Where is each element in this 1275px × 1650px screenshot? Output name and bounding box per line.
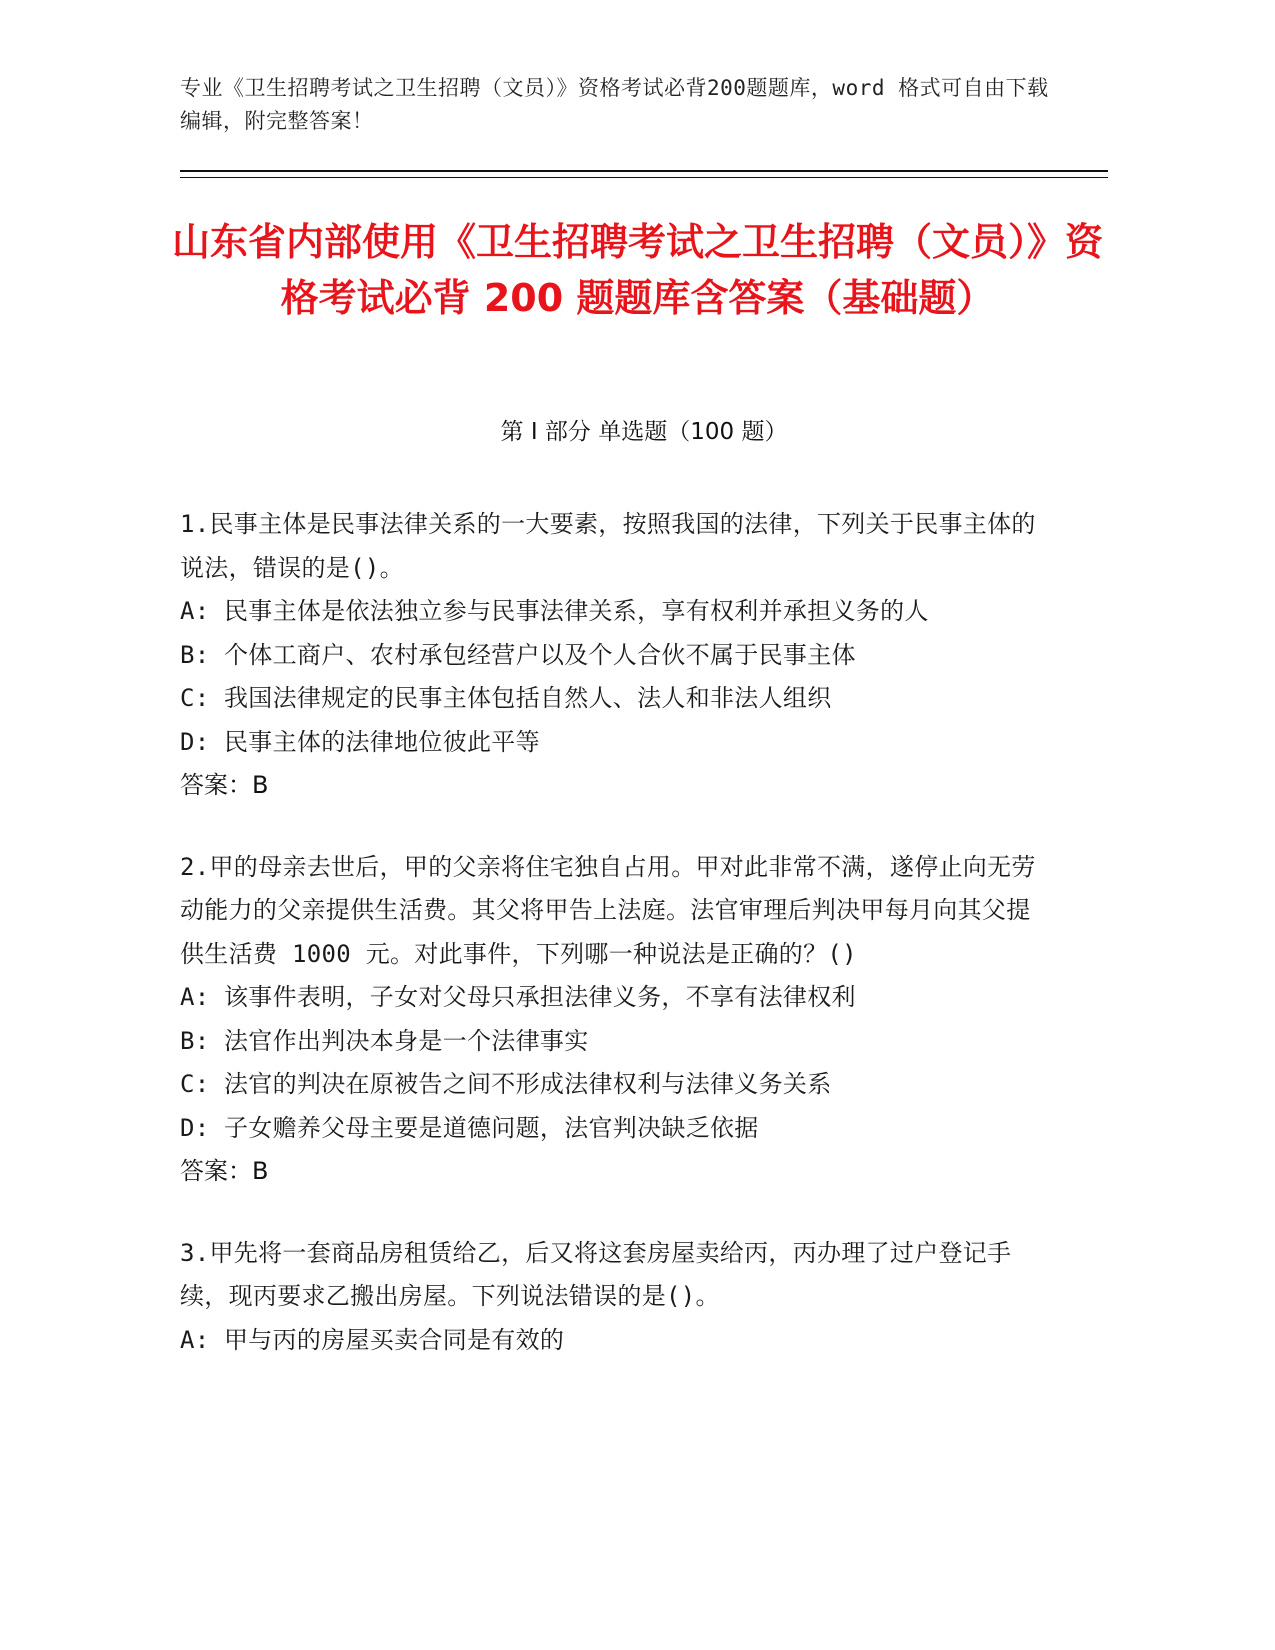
option-c [180,1063,1040,1107]
option-text: 民事主体的法律地位彼此平等 [224,727,540,756]
question-3 [180,1232,1040,1363]
option-text: 子女赡养父母主要是道德问题，法官判决缺乏依据 [224,1113,759,1142]
question-2 [180,846,1040,1194]
option-letter: D: [180,1113,210,1142]
option-text: 我国法律规定的民事主体包括自然人、法人和非法人组织 [224,684,832,712]
option-letter: A: [180,597,210,625]
answer-line: 答案：B [180,771,269,799]
option-letter: A: [180,1325,210,1354]
option-text: 民事主体是依法独立参与民事法律关系，享有权利并承担义务的人 [224,597,929,625]
option-text: 个体工商户、农村承包经营户以及个人合伙不属于民事主体 [224,640,856,669]
option-d [180,721,1040,765]
option-d [180,1107,1040,1151]
option-letter: C: [180,684,210,712]
option-text: 该事件表明，子女对父母只承担法律义务，不享有法律权利 [224,983,856,1011]
header-divider-thick [180,170,1108,172]
option-letter: C: [180,1070,210,1098]
document-title: 山东省内部使用《卫生招聘考试之卫生招聘（文员）》资格考试必背 200 题题库含答案（基础题） [171,220,1103,320]
option-text: 法官的判决在原被告之间不形成法律权利与法律义务关系 [224,1070,832,1098]
option-text: 甲与丙的房屋买卖合同是有效的 [224,1325,565,1354]
option-b [180,634,1040,678]
option-letter: B: [180,1026,210,1055]
option-a [180,590,1040,634]
question-stem: 1.民事主体是民事法律关系的一大要素，按照我国的法律，下列关于民事主体的说法，错误的是()。 [180,510,1036,582]
option-text: 法官作出判决本身是一个法律事实 [224,1026,589,1055]
question-1 [180,503,1040,808]
option-a [180,976,1040,1020]
option-b [180,1020,1040,1064]
answer-line: 答案：B [180,1157,269,1185]
question-stem: 3.甲先将一套商品房租赁给乙，后又将这套房屋卖给丙，丙办理了过户登记手续，现丙要求乙搬出房屋。下列说法错误的是()。 [180,1238,1012,1310]
option-letter: D: [180,727,210,756]
header-note: 专业《卫生招聘考试之卫生招聘（文员）》资格考试必背200题题库，word 格式可自由下载编辑，附完整答案！ [180,76,1049,133]
option-c [180,677,1040,721]
option-letter: A: [180,983,210,1011]
option-letter: B: [180,640,210,669]
option-a [180,1319,1040,1363]
question-list [180,503,1040,1400]
question-stem: 2.甲的母亲去世后，甲的父亲将住宅独自占用。甲对此非常不满，遂停止向无劳动能力的父亲提供生活费。其父将甲告上法庭。法官审理后判决甲每月向其父提供生活费 1000 元。对此事件，下列哪一种说法是正确的？() [180,852,1036,968]
header-divider-thin [180,177,1108,178]
section-heading: 第 I 部分 单选题（100 题） [500,419,788,445]
